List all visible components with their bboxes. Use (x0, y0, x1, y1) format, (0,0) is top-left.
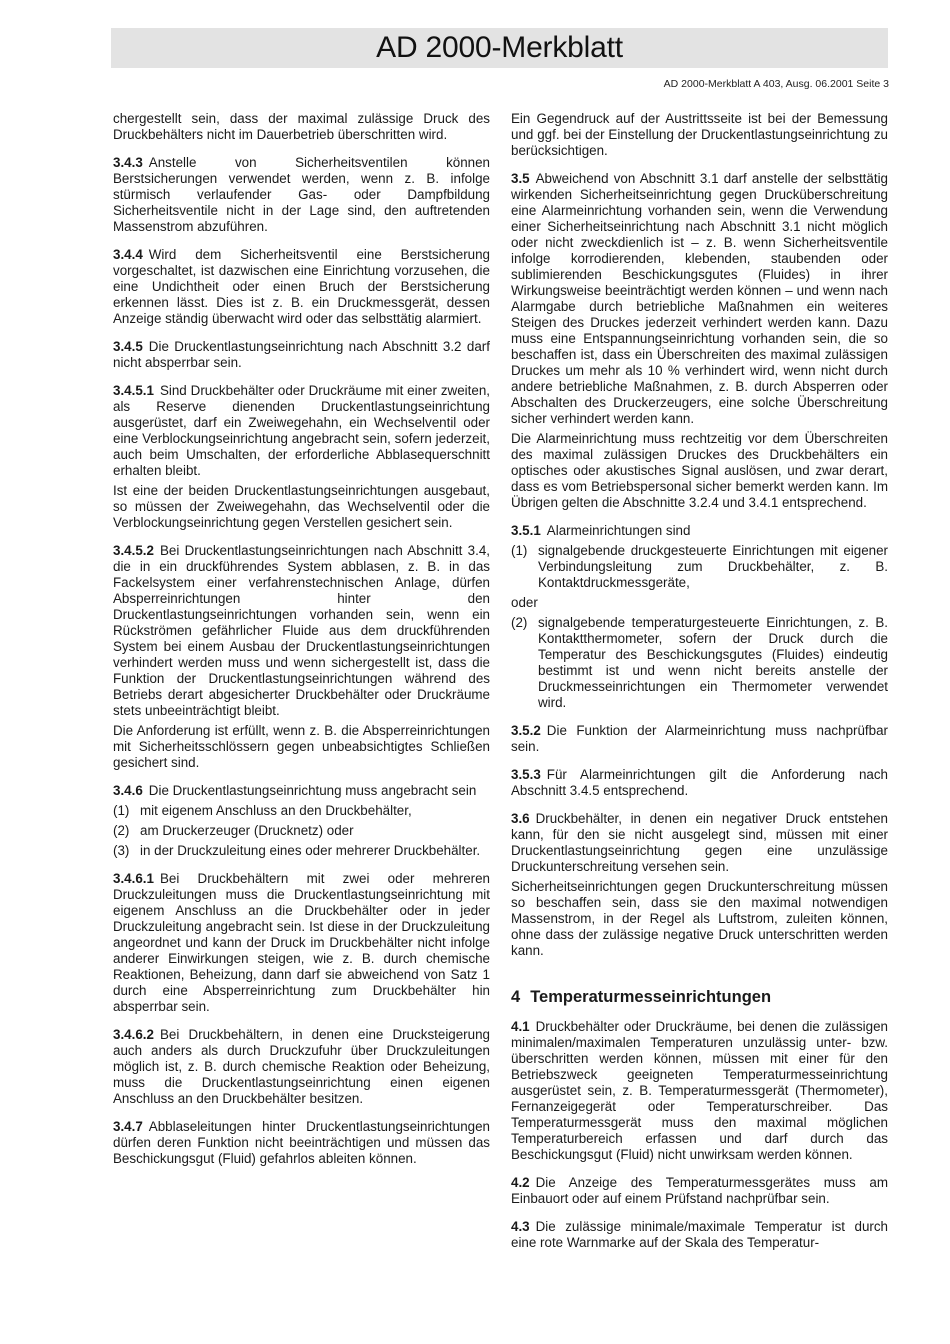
list-text: am Druckerzeuger (Drucknetz) oder (140, 823, 354, 838)
section-text: Sind Druckbehälter oder Druckräume mit einer zweiten, als Reserve dienenden Druckentlastungseinrichtung ausgerüstet, darf ein Zweiwegehahn, ein Wechselventil oder eine Verblockungseinrichtung angebracht sein, sofern jederzeit, auch beim Umschalten, der erforderliche Abblasequerschnitt erhalten bleibt. (113, 383, 490, 478)
section-3-6 (511, 811, 888, 875)
section-text: Die Funktion der Alarmeinrichtung muss nachprüfbar sein. (511, 723, 888, 754)
section-3-5-2 (511, 723, 888, 755)
section-4-1 (511, 1019, 888, 1163)
section-text: Bei Druckentlastungseinrichtungen nach Abschnitt 3.4, die in ein druckführendes System abblasen, z. B. in das Fackelsystem einer verfahrenstechnischen Anlage, dürfen Absperreinrichtungen hinter den Druckentlastungseinrichtungen vorhanden sein, wenn ein Rückströmen gefährlicher Fluide aus dem druckführenden System bei einem Ausbau der Druckentlastungseinrichtungen verhindert werden muss und wenn sichergestellt ist, dass die Funktion der Druckentlastungseinrichtungen während des Betriebs derart abgesicherter Druckbehälter oder Druckräume stets unbeeinträchtigt bleibt. (113, 543, 490, 718)
list-text: signalgebende druckgesteuerte Einrichtungen mit eigener Verbindungsleitung zum Druckbehälter, z. B. Kontaktdruckmessgeräte, (538, 543, 888, 590)
right-column (511, 111, 888, 1263)
left-column (113, 111, 490, 1179)
section-text: Die zulässige minimale/maximale Temperatur ist durch eine rote Warnmarke auf der Skala des Temperatur- (511, 1219, 888, 1250)
list-label: (2) (113, 823, 130, 838)
section-number: 4 (511, 988, 521, 1006)
section-number: 3.4.6.1 (113, 871, 154, 886)
section-text: Alarmeinrichtungen sind (546, 523, 691, 538)
section-number: 3.4.5.2 (113, 543, 154, 558)
list-label: (3) (113, 843, 130, 858)
list-item (113, 843, 490, 859)
section-text: Abblaseleitungen hinter Druckentlastungseinrichtungen dürfen deren Funktion nicht beeinträchtigen und müssen das Beschickungsgut (Fluid) gefahrlos ableiten können. (113, 1119, 490, 1166)
section-number: 3.6 (511, 811, 530, 826)
paragraph: chergestellt sein, dass der maximal zulässige Druck des Druckbehälters nicht im Dauerbetrieb überschritten wird. (113, 111, 490, 142)
list-label: (1) (511, 543, 528, 558)
section-text: Bei Druckbehältern, in denen eine Drucksteigerung auch anders als durch Druckzufuhr über Druckzuleitungen möglich ist, z. B. durch chemische Reaktion oder Beheizung, muss die Druckentlastungseinrichtung einen eigenen Anschluss an den Druckbehälter besitzen. (113, 1027, 490, 1106)
paragraph: Sicherheitseinrichtungen gegen Druckunterschreitung müssen so beschaffen sein, dass sie den maximal notwendigen Massenstrom, in der Regel als Luftstrom, zuleiten können, ohne dass der zulässige negative Druck unterschritten werden kann. (511, 879, 888, 958)
document-title: AD 2000-Merkblatt (376, 31, 623, 64)
section-text: Für Alarmeinrichtungen gilt die Anforderung nach Abschnitt 3.4.5 entsprechend. (511, 767, 888, 798)
section-3-4-6-2 (113, 1027, 490, 1107)
list-text: in der Druckzuleitung eines oder mehrerer Druckbehälter. (140, 843, 481, 858)
section-text: Abweichend von Abschnitt 3.1 darf anstelle der selbsttätig wirkenden Sicherheitseinrichtung gegen Drucküberschreitung eine Alarmeinrichtung vorhanden sein, wenn die Verwendung einer Sicherheitseinrichtung nach Abschnitt 3.1 nicht möglich oder nicht zweckdienlich ist – z. B. wenn Sicherheitsventile infolge korrodierenden, klebenden, staubenden oder sublimierenden Beschickungsgutes (Fluides) in ihrer Wirkungsweise beeinträchtigt werden können – und wenn nach Alarmgabe durch betriebliche Maßnahmen ein weiteres Steigen des Druckes jederzeit verhindert werden kann. Dazu muss eine Entspannungseinrichtung vorhanden sein, die so beschaffen ist, dass ein Überschreiten des maximal zulässigen Druckes um mehr als 10 % verhindert wird, wenn nicht durch andere betriebliche Maßnahmen, z. B. durch Absperren oder Abschalten des Druckerzeugers, eine solche Überschreitung sicher verhindert werden kann. (511, 171, 888, 426)
section-text: Bei Druckbehältern mit zwei oder mehreren Druckzuleitungen muss die Druckentlastungseinrichtung mit eigenem Anschluss an die Druckbehälter oder in jeder Druckzuleitung angebracht sein. Ist diese in der Druckzuleitung angeordnet und kann der Druck im Druckbehälter nicht infolge anderer Einwirkungen steigen, wie z. B. durch chemische Reaktionen, Beheizung, dann darf sie abweichend von Satz 1 durch eine Absperreinrichtung zum Druckbehälter hin absperrbar sein. (113, 871, 490, 1014)
section-number: 3.4.3 (113, 155, 143, 170)
section-text: Druckbehälter, in denen ein negativer Druck entstehen kann, für den sie nicht ausgelegt sind, müssen mit einer Druckentlastungseinrichtung gegen eine unzulässige Druckunterschreitung versehen sein. (511, 811, 888, 874)
section-text: Anstelle von Sicherheitsventilen können Berstsicherungen verwendet werden, wenn z. B. infolge stürmisch verlaufender Gas- oder Dampfbildung Sicherheitsventile nicht in der Lage sind, den auftretenden Massenstrom abzuführen. (113, 155, 490, 234)
section-3-4-4 (113, 247, 490, 327)
section-text: Die Anzeige des Temperaturmessgerätes muss am Einbauort oder auf einem Prüfstand nachprüfbar sein. (511, 1175, 888, 1206)
section-4-2 (511, 1175, 888, 1207)
section-number: 3.4.5.1 (113, 383, 154, 398)
list-item (511, 543, 888, 591)
section-number: 3.5 (511, 171, 530, 186)
section-text: Die Druckentlastungseinrichtung nach Abschnitt 3.2 darf nicht absperrbar sein. (113, 339, 490, 370)
section-number: 3.4.4 (113, 247, 143, 262)
section-number: 3.4.6.2 (113, 1027, 154, 1042)
section-text: Die Druckentlastungseinrichtung muss angebracht sein (148, 783, 477, 798)
list-item (113, 803, 490, 819)
section-number: 3.4.6 (113, 783, 143, 798)
list-item (113, 823, 490, 839)
header-bar (111, 28, 888, 68)
section-3-4-3 (113, 155, 490, 235)
section-3-4-5-2 (113, 543, 490, 719)
heading-text: Temperaturmesseinrichtungen (530, 988, 772, 1006)
section-text: Druckbehälter oder Druckräume, bei denen die zulässigen minimalen/maximalen Temperaturen unzulässig unter- bzw. überschritten werden können, müssen mit einer für den Betriebszweck geeigneten Temperaturmesseinrichtung ausgerüstet sein, z. B. Temperaturmessgerät (Thermometer), Fernanzeigegerät oder Temperaturschreiber. Das Temperaturmessgerät muss den maximal möglichen Temperaturbereich erfassen und darf durch das Beschickungsgut (Fluid) nicht unwirksam werden können. (511, 1019, 888, 1162)
section-3-5-1 (511, 523, 888, 539)
section-3-4-7 (113, 1119, 490, 1167)
section-number: 3.4.5 (113, 339, 143, 354)
running-head: AD 2000-Merkblatt A 403, Ausg. 06.2001 Seite 3 (663, 78, 889, 90)
section-4-3 (511, 1219, 888, 1251)
list-connector: oder (511, 595, 538, 610)
paragraph: Die Alarmeinrichtung muss rechtzeitig vor dem Überschreiten des maximal zulässigen Druckes des Druckbehälters ein optisches oder akustisches Signal auslösen, und zwar derart, dass es vom Betriebspersonal sicher bemerkt werden kann. Im Übrigen gelten die Abschnitte 3.2.4 und 3.4.1 entsprechend. (511, 431, 888, 510)
section-number: 4.1 (511, 1019, 530, 1034)
section-3-4-5-1 (113, 383, 490, 479)
section-text: Wird dem Sicherheitsventil eine Berstsicherung vorgeschaltet, ist dazwischen eine Einrichtung vorzusehen, die eine Undichtheit oder einen Bruch der Berstsicherung erkennen lässt. Dies ist z. B. ein Druckmessgerät, dessen Anzeige ständig überwacht wird oder das selbsttätig alarmiert. (113, 247, 490, 326)
section-number: 3.5.1 (511, 523, 541, 538)
section-3-4-6-1 (113, 871, 490, 1015)
section-3-4-5 (113, 339, 490, 371)
section-3-5-3 (511, 767, 888, 799)
list-label: (2) (511, 615, 528, 630)
list-label: (1) (113, 803, 130, 818)
paragraph: Ein Gegendruck auf der Austrittsseite ist bei der Bemessung und ggf. bei der Einstellung der Druckentlastungseinrichtung zu berücksichtigen. (511, 111, 888, 158)
section-number: 3.5.3 (511, 767, 541, 782)
list-item (511, 615, 888, 711)
section-3-4-6 (113, 783, 490, 799)
list-text: signalgebende temperaturgesteuerte Einrichtungen, z. B. Kontaktthermometer, sofern der Druck durch die Temperatur des Beschickungsgutes (Fluides) eindeutig bestimmt ist und wenn nicht bereits anstelle der Druckmesseinrichtungen ein Thermometer verwendet wird. (538, 615, 888, 710)
paragraph: Ist eine der beiden Druckentlastungseinrichtungen ausgebaut, so müssen der Zweiwegehahn, das Wechselventil oder die Verblockungseinrichtung gegen Verstellen gesichert sein. (113, 483, 490, 530)
section-number: 4.2 (511, 1175, 530, 1190)
paragraph: Die Anforderung ist erfüllt, wenn z. B. die Absperreinrichtungen mit Sicherheitsschlössern gegen unbeabsichtigtes Schließen gesichert sind. (113, 723, 490, 770)
section-number: 3.4.7 (113, 1119, 143, 1134)
section-number: 4.3 (511, 1219, 530, 1234)
section-3-5 (511, 171, 888, 427)
section-heading-4 (511, 987, 888, 1007)
section-number: 3.5.2 (511, 723, 541, 738)
list-text: mit eigenem Anschluss an den Druckbehälter, (140, 803, 412, 818)
